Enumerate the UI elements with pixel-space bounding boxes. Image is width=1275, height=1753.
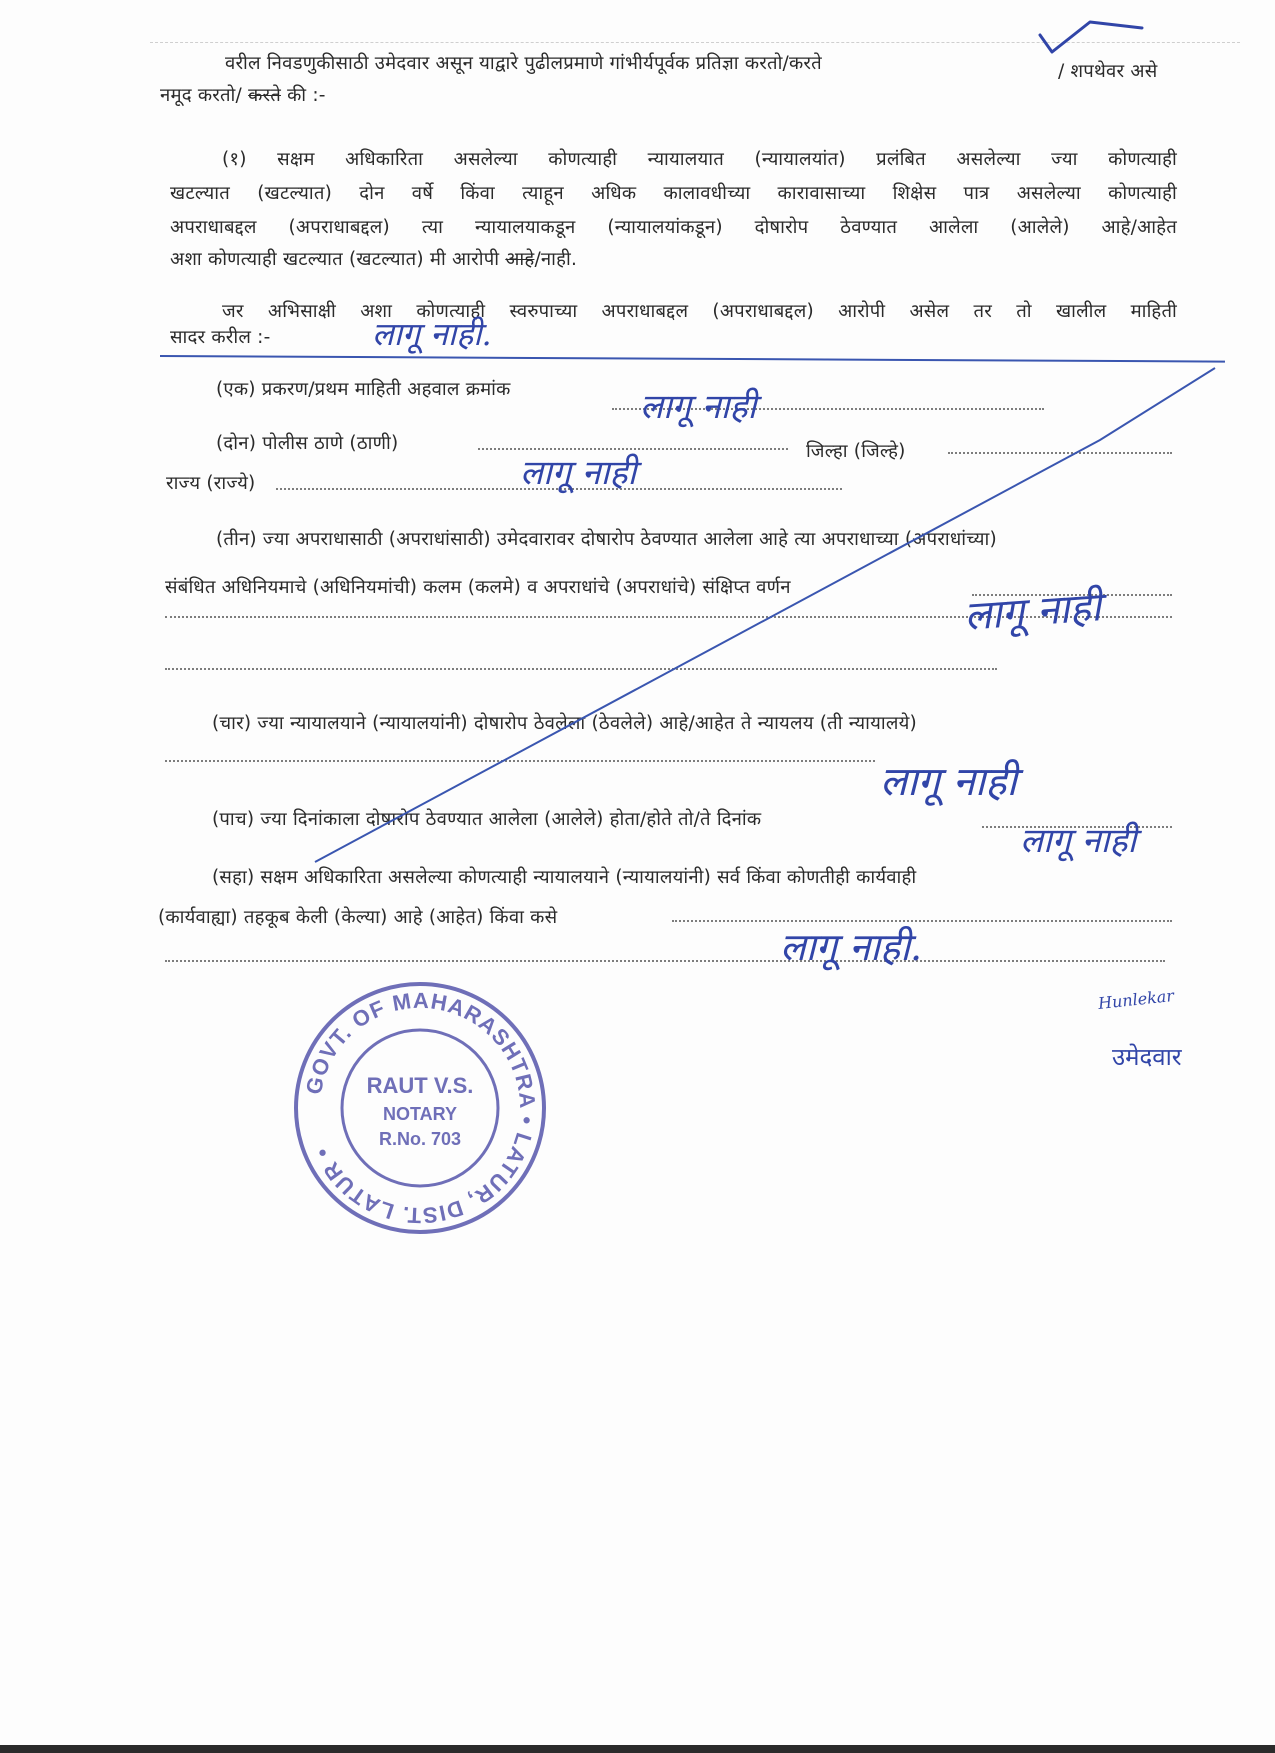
para1-line-2: खटल्यात (खटल्यात) दोन वर्षे किंवा त्याहून अधिक कालावधीच्या कारावासाच्या शिक्षेस पात्र असलेल्या कोणत्याही — [170, 183, 1177, 204]
diagonal-cancel-line — [315, 368, 1215, 862]
item-teen-line-2: संबंधित अधिनियमाचे (अधिनियमांची) कलम (कलमे) व अपराधांचे (अपराधांचे) संक्षिप्त वर्णन — [165, 577, 791, 598]
item-saha-line-2: (कार्यवाह्या) तहकूब केली (केल्या) आहे (आहेत) किंवा कसे — [158, 907, 558, 928]
item-ek-label: (एक) प्रकरण/प्रथम माहिती अहवाल क्रमांक — [216, 379, 511, 400]
scan-bottom-edge — [0, 1745, 1275, 1753]
item-teen-line-1: (तीन) ज्या अपराधासाठी (अपराधांसाठी) उमेदवारावर दोषारोप ठेवण्यात आलेला आहे त्या अपराधाच्या (अपराधांच्या) — [216, 529, 997, 550]
para1-line-4-a: अशा कोणत्याही खटल्यात (खटल्यात) मी आरोपी — [170, 249, 500, 270]
para1-struck-word: आहे — [505, 249, 535, 270]
check-mark — [1040, 22, 1142, 52]
intro-line-2-c: की :- — [287, 85, 326, 106]
item-char-label: (चार) ज्या न्यायालयाने (न्यायालयांनी) दोषारोप ठेवलेला (ठेवलेले) आहे/आहेत ते न्यायलय (ती न्यायालये) — [212, 713, 917, 734]
signature: Hunlekar — [1097, 986, 1175, 1013]
handwritten-don: लागू नाही — [520, 453, 637, 493]
para2-line-1: जर अभिसाक्षी अशा कोणत्याही स्वरुपाच्या अपराधाबद्दल (अपराधाबद्दल) आरोपी असेल तर तो खालील माहिती — [222, 301, 1177, 322]
intro-struck-word: करते — [248, 85, 281, 106]
para2-line-2: सादर करील :- — [170, 327, 271, 348]
candidate-label: उमेदवार — [1112, 1043, 1182, 1071]
item-saha-line-1: (सहा) सक्षम अधिकारिता असलेल्या कोणत्याही न्यायालयाने (न्यायालयांनी) सर्व किंवा कोणतीही कार्यवाही — [212, 867, 917, 888]
jilha-label: जिल्हा (जिल्हे) — [806, 441, 906, 462]
stamp-title: NOTARY — [383, 1104, 457, 1124]
intro-line-1: वरील निवडणुकीसाठी उमेदवार असून याद्वारे पुढीलप्रमाणे गांभीर्यपूर्वक प्रतिज्ञा करतो/करते — [225, 53, 822, 74]
rajya-label: राज्य (राज्ये) — [166, 473, 256, 494]
handwritten-pach: लागू नाही — [1020, 821, 1137, 861]
handwritten-saha: लागू नाही. — [780, 925, 923, 969]
item-pach-label: (पाच) ज्या दिनांकाला दोषारोप ठेवण्यात आलेला (आलेले) होता/होते तो/ते दिनांक — [212, 809, 762, 830]
handwritten-char: लागू नाही — [880, 759, 1017, 805]
intro-line-2-a: नमूद करतो/ — [160, 85, 242, 106]
handwritten-ek: लागू नाही — [640, 387, 757, 427]
handwritten-teen: लागू नाही — [962, 584, 1103, 640]
stamp-name: RAUT V.S. — [366, 1073, 474, 1098]
para1-line-4-c: /नाही. — [534, 249, 578, 270]
para1-line-1: (१) सक्षम अधिकारिता असलेल्या कोणत्याही न्यायालयात (न्यायालयांत) प्रलंबित असलेल्या ज्या कोणत्याही — [222, 149, 1177, 170]
stamp-ring-text: GOVT. OF MAHARASHTRA • LATUR, DIST. LATUR • — [300, 987, 541, 1229]
para1-line-3: अपराधाबद्दल (अपराधाबद्दल) त्या न्यायालयाकडून (न्यायालयांकडून) दोषारोप ठेवण्यात आलेला (आलेले) आहे/आहेत — [170, 217, 1177, 238]
notary-stamp — [292, 980, 548, 1236]
intro-line-1-right: / शपथेवर असे — [1058, 61, 1158, 82]
item-don-label: (दोन) पोलीस ठाणे (ठाणी) — [216, 433, 399, 454]
handwritten-lagu-nahi-main: लागू नाही. — [372, 315, 492, 353]
stamp-reg: R.No. 703 — [378, 1129, 462, 1149]
